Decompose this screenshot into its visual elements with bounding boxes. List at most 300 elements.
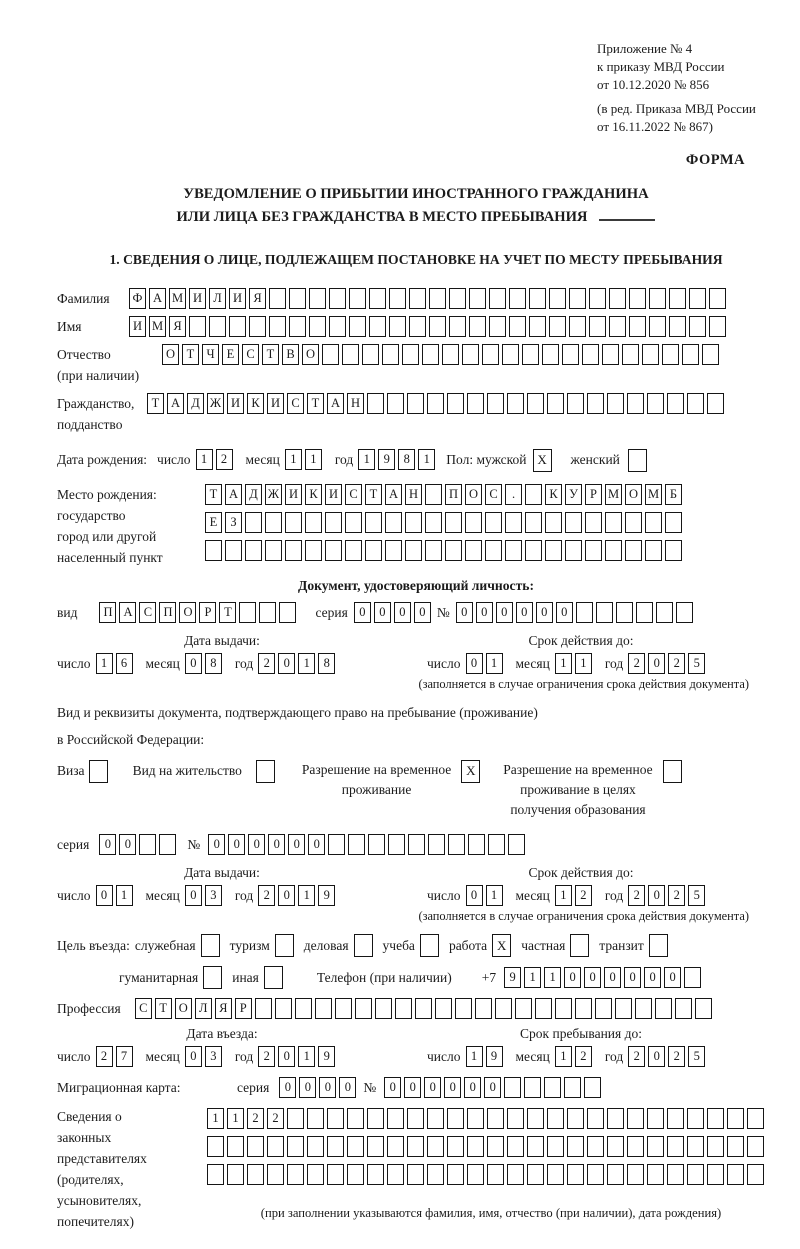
char-cell xyxy=(295,998,312,1019)
char-cell: Т xyxy=(262,344,279,365)
char-cell xyxy=(544,1077,561,1098)
char-cell: 0 xyxy=(268,834,285,855)
purpose-transit-checkbox xyxy=(649,934,668,957)
char-cell xyxy=(709,316,726,337)
char-cell xyxy=(415,998,432,1019)
sex-female-label: женский xyxy=(570,451,620,467)
document-title xyxy=(57,183,775,230)
residence-permit-label: Вид на жительство xyxy=(132,762,242,778)
number-label: № xyxy=(436,604,450,620)
char-cell xyxy=(428,834,445,855)
char-cell xyxy=(667,1136,684,1157)
char-cell: 1 xyxy=(227,1108,244,1129)
id-valid-year-cells xyxy=(628,653,708,674)
char-cell xyxy=(616,602,633,623)
number-label: № xyxy=(187,837,201,853)
char-cell xyxy=(227,1136,244,1157)
char-cell xyxy=(727,1164,744,1185)
migration-number-cells xyxy=(384,1077,604,1098)
char-cell xyxy=(687,393,704,414)
char-cell: 0 xyxy=(96,885,113,906)
char-cell xyxy=(227,1164,244,1185)
char-cell xyxy=(649,288,666,309)
id-doc-dates xyxy=(57,633,775,674)
char-cell xyxy=(387,1108,404,1129)
representatives-label: Сведения о законных представителях (родителях, усыновителях, попечителях) xyxy=(57,1109,147,1230)
char-cell xyxy=(587,1164,604,1185)
char-cell: 2 xyxy=(575,1046,592,1067)
char-cell xyxy=(347,1108,364,1129)
char-cell xyxy=(542,344,559,365)
char-cell xyxy=(408,834,425,855)
char-cell xyxy=(625,512,642,533)
char-cell xyxy=(245,512,262,533)
char-cell xyxy=(427,1108,444,1129)
char-cell xyxy=(327,1164,344,1185)
char-cell xyxy=(305,540,322,561)
char-cell: 8 xyxy=(318,653,335,674)
char-cell xyxy=(289,316,306,337)
char-cell: 2 xyxy=(96,1046,113,1067)
stay-until-title: Срок пребывания до: xyxy=(520,1026,642,1042)
char-cell: 7 xyxy=(116,1046,133,1067)
char-cell xyxy=(349,316,366,337)
char-cell xyxy=(647,393,664,414)
stay-series-cells xyxy=(99,834,179,855)
citizenship-cells xyxy=(147,393,727,414)
char-cell xyxy=(388,834,405,855)
char-cell xyxy=(522,344,539,365)
char-cell xyxy=(328,834,345,855)
series-label: серия xyxy=(57,837,90,853)
char-cell xyxy=(445,512,462,533)
char-cell xyxy=(407,1108,424,1129)
purpose-private-label: частная xyxy=(521,938,566,954)
char-cell xyxy=(555,998,572,1019)
char-cell: 0 xyxy=(394,602,411,623)
char-cell xyxy=(275,998,292,1019)
char-cell xyxy=(189,316,206,337)
char-cell: 0 xyxy=(414,602,431,623)
char-cell xyxy=(596,602,613,623)
name-row xyxy=(57,316,775,337)
char-cell: 1 xyxy=(358,449,375,470)
char-cell: О xyxy=(302,344,319,365)
char-cell xyxy=(647,1164,664,1185)
birth-place-row xyxy=(57,484,775,568)
char-cell: Н xyxy=(405,484,422,505)
stay-valid-year-cells xyxy=(628,885,708,906)
representatives-cells-block xyxy=(207,1106,775,1221)
char-cell: Т xyxy=(307,393,324,414)
char-cell xyxy=(425,540,442,561)
char-cell: 0 xyxy=(496,602,513,623)
char-cell: 0 xyxy=(536,602,553,623)
char-cell: И xyxy=(325,484,342,505)
stay-number-cells xyxy=(208,834,528,855)
char-cell: 8 xyxy=(398,449,415,470)
char-cell xyxy=(508,834,525,855)
char-cell xyxy=(455,998,472,1019)
char-cell xyxy=(647,1136,664,1157)
char-cell: 8 xyxy=(205,653,222,674)
visa-item xyxy=(57,760,111,783)
title-line-2: ИЛИ ЛИЦА БЕЗ ГРАЖДАНСТВА В МЕСТО ПРЕБЫВАНИЯ xyxy=(57,206,775,229)
char-cell xyxy=(489,288,506,309)
char-cell xyxy=(335,998,352,1019)
representatives-cells-3 xyxy=(207,1164,767,1185)
residence-permit-checkbox xyxy=(256,760,275,783)
char-cell: 1 xyxy=(298,653,315,674)
char-cell: О xyxy=(179,602,196,623)
char-cell: З xyxy=(225,512,242,533)
char-cell: 1 xyxy=(555,885,572,906)
char-cell: И xyxy=(229,288,246,309)
char-cell xyxy=(587,1108,604,1129)
purpose-official-checkbox xyxy=(201,934,220,957)
name-label: Имя xyxy=(57,318,82,334)
char-cell: 0 xyxy=(466,653,483,674)
char-cell: М xyxy=(605,484,622,505)
representatives-cells-1 xyxy=(207,1108,767,1129)
entry-date-group: число 2 7 месяц 0 3 год 2 0 1 9 xyxy=(57,1046,338,1067)
char-cell: 0 xyxy=(516,602,533,623)
char-cell xyxy=(447,1108,464,1129)
valid-note: (заполняется в случае ограничения срока действия документа) xyxy=(418,676,749,691)
char-cell xyxy=(349,288,366,309)
char-cell: Т xyxy=(155,998,172,1019)
char-cell xyxy=(442,344,459,365)
char-cell xyxy=(425,484,442,505)
number-label: № xyxy=(363,1080,377,1096)
char-cell xyxy=(667,393,684,414)
patronymic-row xyxy=(57,344,775,386)
char-cell xyxy=(707,1108,724,1129)
char-cell: М xyxy=(645,484,662,505)
char-cell: 1 xyxy=(466,1046,483,1067)
char-cell xyxy=(489,316,506,337)
profession-row xyxy=(57,998,775,1019)
char-cell: П xyxy=(99,602,116,623)
char-cell: 2 xyxy=(267,1108,284,1129)
char-cell xyxy=(695,998,712,1019)
char-cell xyxy=(747,1164,764,1185)
birth-place-cells-1 xyxy=(205,484,685,505)
char-cell xyxy=(602,344,619,365)
purpose-row-2 xyxy=(119,966,775,989)
id-kind-cells xyxy=(99,602,299,623)
char-cell xyxy=(307,1108,324,1129)
char-cell xyxy=(687,1164,704,1185)
char-cell xyxy=(625,540,642,561)
title-line-1: УВЕДОМЛЕНИЕ О ПРИБЫТИИ ИНОСТРАННОГО ГРАЖДАНИНА xyxy=(183,185,649,202)
char-cell xyxy=(485,512,502,533)
series-label: серия xyxy=(237,1080,270,1096)
char-cell: Т xyxy=(147,393,164,414)
temp-residence-item xyxy=(302,760,483,801)
char-cell: 0 xyxy=(648,653,665,674)
visa-label: Виза xyxy=(57,762,85,778)
char-cell xyxy=(547,393,564,414)
char-cell xyxy=(607,1136,624,1157)
char-cell xyxy=(504,1077,521,1098)
char-cell xyxy=(429,288,446,309)
char-cell xyxy=(709,288,726,309)
char-cell: П xyxy=(445,484,462,505)
stay-doc-line2: в Российской Федерации: xyxy=(57,731,205,747)
char-cell: Я xyxy=(169,316,186,337)
char-cell: 0 xyxy=(99,834,116,855)
char-cell: Т xyxy=(365,484,382,505)
char-cell xyxy=(487,1108,504,1129)
stay-issue-group: число 0 1 месяц 0 3 год 2 0 1 9 xyxy=(57,885,338,906)
phone-cells xyxy=(504,967,704,988)
char-cell: 9 xyxy=(504,967,521,988)
char-cell xyxy=(482,344,499,365)
char-cell xyxy=(367,1108,384,1129)
stay-doc-dates xyxy=(57,865,775,906)
char-cell: 1 xyxy=(196,449,213,470)
entry-day-cells xyxy=(96,1046,136,1067)
purpose-tourism-checkbox xyxy=(275,934,294,957)
char-cell: 0 xyxy=(644,967,661,988)
char-cell xyxy=(645,512,662,533)
purpose-study-label: учеба xyxy=(382,938,415,954)
char-cell xyxy=(562,344,579,365)
annex-line: к приказу МВД России xyxy=(597,59,725,75)
char-cell xyxy=(367,1164,384,1185)
purpose-private-checkbox xyxy=(570,934,589,957)
char-cell xyxy=(575,998,592,1019)
name-cells xyxy=(129,316,729,337)
char-cell xyxy=(427,393,444,414)
char-cell: 3 xyxy=(205,1046,222,1067)
char-cell xyxy=(465,540,482,561)
sex-male-checkbox: X xyxy=(533,449,552,472)
char-cell: О xyxy=(625,484,642,505)
char-cell: 1 xyxy=(524,967,541,988)
id-series-cells xyxy=(354,602,434,623)
char-cell: 2 xyxy=(258,885,275,906)
char-cell xyxy=(467,1136,484,1157)
birth-year-cells xyxy=(358,449,438,470)
char-cell xyxy=(585,540,602,561)
char-cell xyxy=(515,998,532,1019)
char-cell: 1 xyxy=(207,1108,224,1129)
purpose-other-label: иная xyxy=(232,970,259,986)
char-cell: 2 xyxy=(258,653,275,674)
char-cell xyxy=(607,393,624,414)
char-cell xyxy=(407,1164,424,1185)
char-cell xyxy=(502,344,519,365)
char-cell xyxy=(287,1164,304,1185)
phone-prefix: +7 xyxy=(481,970,497,986)
migration-card-label: Миграционная карта: xyxy=(57,1080,181,1096)
char-cell: 9 xyxy=(378,449,395,470)
char-cell: 0 xyxy=(664,967,681,988)
profession-cells xyxy=(135,998,715,1019)
char-cell xyxy=(647,1108,664,1129)
char-cell xyxy=(239,602,256,623)
char-cell: В xyxy=(282,344,299,365)
char-cell xyxy=(682,344,699,365)
char-cell: О xyxy=(162,344,179,365)
birth-month-cells xyxy=(285,449,325,470)
char-cell xyxy=(362,344,379,365)
char-cell: С xyxy=(242,344,259,365)
char-cell xyxy=(629,288,646,309)
stay-until-year-cells xyxy=(628,1046,708,1067)
representatives-row xyxy=(57,1106,775,1232)
char-cell xyxy=(505,540,522,561)
char-cell xyxy=(447,1136,464,1157)
char-cell xyxy=(385,540,402,561)
stay-until-month-cells xyxy=(555,1046,595,1067)
char-cell xyxy=(582,344,599,365)
char-cell: М xyxy=(149,316,166,337)
char-cell xyxy=(649,316,666,337)
char-cell: С xyxy=(135,998,152,1019)
char-cell xyxy=(465,512,482,533)
char-cell xyxy=(369,316,386,337)
char-cell xyxy=(509,288,526,309)
char-cell: С xyxy=(139,602,156,623)
char-cell: 0 xyxy=(279,1077,296,1098)
surname-row xyxy=(57,288,775,309)
month-label: месяц xyxy=(245,451,280,467)
char-cell xyxy=(159,834,176,855)
char-cell xyxy=(564,1077,581,1098)
migration-series-cells xyxy=(279,1077,359,1098)
stay-until-col xyxy=(387,1026,775,1067)
char-cell xyxy=(469,316,486,337)
id-issue-col xyxy=(57,633,387,674)
char-cell xyxy=(247,1136,264,1157)
entry-dates xyxy=(57,1026,775,1067)
id-issue-year-cells xyxy=(258,653,338,674)
char-cell: Р xyxy=(199,602,216,623)
birth-place-cells-2 xyxy=(205,512,685,533)
char-cell xyxy=(355,998,372,1019)
char-cell xyxy=(365,512,382,533)
char-cell: 0 xyxy=(278,885,295,906)
char-cell: Я xyxy=(215,998,232,1019)
char-cell: 1 xyxy=(555,1046,572,1067)
char-cell: 0 xyxy=(384,1077,401,1098)
char-cell xyxy=(462,344,479,365)
char-cell xyxy=(669,316,686,337)
char-cell xyxy=(285,540,302,561)
birth-place-label: Место рождения: государство город или другой населенный пункт xyxy=(57,486,163,565)
purpose-official-label: служебная xyxy=(134,938,196,954)
purpose-work-label: работа xyxy=(448,938,488,954)
birth-date-label: Дата рождения: xyxy=(57,451,148,467)
char-cell: 0 xyxy=(564,967,581,988)
sex-male-label: Пол: мужской xyxy=(446,451,527,467)
char-cell xyxy=(347,1136,364,1157)
annex-line: от 10.12.2020 № 856 xyxy=(597,77,710,93)
migration-card-row xyxy=(57,1077,775,1098)
char-cell: Р xyxy=(235,998,252,1019)
char-cell: 9 xyxy=(486,1046,503,1067)
char-cell xyxy=(422,344,439,365)
char-cell xyxy=(405,540,422,561)
kind-label: вид xyxy=(57,604,78,620)
char-cell: И xyxy=(285,484,302,505)
char-cell xyxy=(427,1164,444,1185)
char-cell: 1 xyxy=(486,885,503,906)
id-valid-col xyxy=(387,633,775,674)
char-cell xyxy=(627,1136,644,1157)
char-cell: А xyxy=(119,602,136,623)
char-cell: К xyxy=(305,484,322,505)
purpose-tourism-label: туризм xyxy=(229,938,270,954)
char-cell xyxy=(387,1136,404,1157)
char-cell xyxy=(567,1108,584,1129)
char-cell xyxy=(507,1136,524,1157)
char-cell xyxy=(368,834,385,855)
char-cell xyxy=(527,1136,544,1157)
char-cell xyxy=(669,288,686,309)
char-cell: 1 xyxy=(575,653,592,674)
char-cell xyxy=(405,512,422,533)
char-cell: К xyxy=(247,393,264,414)
char-cell: 2 xyxy=(628,885,645,906)
char-cell: П xyxy=(159,602,176,623)
char-cell xyxy=(382,344,399,365)
id-issue-month-cells xyxy=(185,653,225,674)
residence-permit-item xyxy=(133,760,278,783)
valid-note: (заполняется в случае ограничения срока действия документа) xyxy=(418,909,749,924)
char-cell: 0 xyxy=(288,834,305,855)
char-cell: Б xyxy=(665,484,682,505)
char-cell xyxy=(524,1077,541,1098)
char-cell xyxy=(207,1164,224,1185)
char-cell xyxy=(589,316,606,337)
purpose-other-checkbox xyxy=(264,966,283,989)
char-cell xyxy=(569,288,586,309)
char-cell: 2 xyxy=(668,1046,685,1067)
char-cell: И xyxy=(189,288,206,309)
char-cell xyxy=(627,393,644,414)
char-cell xyxy=(407,393,424,414)
valid-until-title: Срок действия до: xyxy=(528,865,634,881)
char-cell xyxy=(525,540,542,561)
char-cell: 0 xyxy=(556,602,573,623)
char-cell xyxy=(656,602,673,623)
char-cell: 1 xyxy=(285,449,302,470)
stay-valid-group: число 0 1 месяц 1 2 год 2 0 2 5 xyxy=(427,885,708,906)
char-cell xyxy=(587,1136,604,1157)
char-cell: 0 xyxy=(278,653,295,674)
char-cell xyxy=(345,512,362,533)
char-cell xyxy=(395,998,412,1019)
char-cell xyxy=(507,1108,524,1129)
stay-until-group: число 1 9 месяц 1 2 год 2 0 2 5 xyxy=(427,1046,708,1067)
char-cell xyxy=(367,393,384,414)
char-cell: А xyxy=(149,288,166,309)
char-cell xyxy=(409,288,426,309)
char-cell xyxy=(547,1108,564,1129)
surname-label: Фамилия xyxy=(57,290,110,306)
char-cell xyxy=(367,1136,384,1157)
char-cell xyxy=(285,512,302,533)
surname-cells xyxy=(129,288,729,309)
purpose-humanitarian-checkbox xyxy=(203,966,222,989)
id-issue-group: число 1 6 месяц 0 8 год 2 0 1 8 xyxy=(57,653,338,674)
id-issue-day-cells xyxy=(96,653,136,674)
char-cell xyxy=(327,1108,344,1129)
